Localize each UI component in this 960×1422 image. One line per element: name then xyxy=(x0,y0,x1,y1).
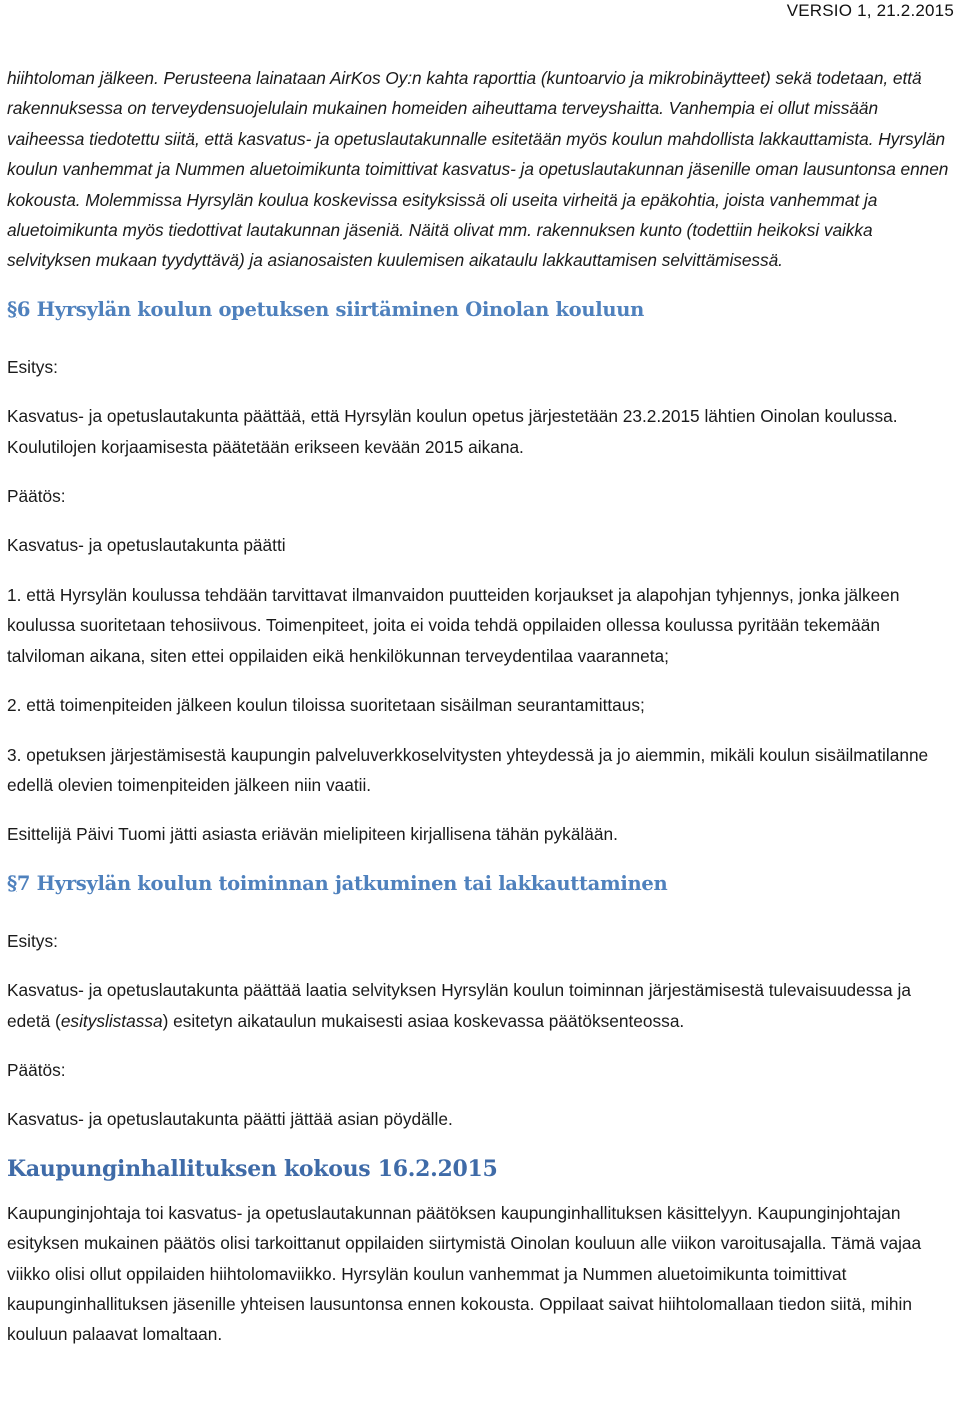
section-6-heading xyxy=(7,295,952,325)
section-6-paatos-label: Päätös: xyxy=(7,486,66,507)
document-body xyxy=(7,63,952,1350)
section-6-sign: § xyxy=(7,297,17,321)
section-6-item-1: 1. että Hyrsylän koulussa tehdään tarvittavat ilmanvaidon puutteiden korjaukset ja alapohjan tyhjennys, jonka jälkeen koulussa suoritetaan tehosiivous. Toimenpiteet, joita ei voida tehdä oppilaiden ollessa koulussa pyritään tekemään talviloman aikana, siten ettei oppilaiden eikä henkilökunnan terveydentilaa vaaranneta; xyxy=(7,584,900,666)
kh-meeting-paragraph: Kaupunginjohtaja toi kasvatus- ja opetuslautakunnan päätöksen kaupunginhallituksen käsittelyyn. Kaupunginjohtajan esityksen mukainen päätös olisi tarkoittanut oppilaiden siirtymistä Oinolan kouluun alle viikon varoitusajalla. Tämä vajaa viikko olisi ollut oppilaiden hiihtolomaviikko. Hyrsylän koulun vanhemmat ja Nummen aluetoimikunta toimittivat kaupunginhallituksen jäsenille yhteisen lausuntonsa ennen kokousta. Oppilaat saivat hiihtolomallaan tiedon siitä, mihin kouluun palaavat lomaltaan. xyxy=(7,1202,922,1345)
section-6-title: 6 Hyrsylän koulun opetuksen siirtäminen Oinolan kouluun xyxy=(16,297,644,321)
section-7-sign: § xyxy=(7,871,17,895)
section-7-esitys-label: Esitys: xyxy=(7,930,58,951)
document-version-header: VERSIO 1, 21.2.2015 xyxy=(786,1,954,20)
section-6-paatos-text: Kasvatus- ja opetuslautakunta päätti xyxy=(7,535,286,556)
section-6-dissent: Esittelijä Päivi Tuomi jätti asiasta eriävän mielipiteen kirjallisena tähän pykälään. xyxy=(7,824,618,845)
section-7-heading xyxy=(7,869,952,899)
section-6-item-3: 3. opetuksen järjestämisestä kaupungin palveluverkkoselvitysten yhteydessä ja jo aiemmin, mikäli koulun sisäilmatilanne edellä olevien toimenpiteiden jälkeen niin vaatii. xyxy=(7,744,929,795)
section-6-esitys-label: Esitys: xyxy=(7,356,58,377)
section-6-item-2: 2. että toimenpiteiden jälkeen koulun tiloissa suoritetaan sisäilman seurantamittaus; xyxy=(7,695,645,716)
kh-meeting-heading: Kaupunginhallituksen kokous 16.2.2015 xyxy=(7,1155,498,1182)
section-7-esitys-before: Kasvatus- ja opetuslautakunta päättää laatia selvityksen Hyrsylän koulun toiminnan järjestämisestä tulevaisuudessa ja edetä ( xyxy=(7,980,911,1031)
section-7-paatos-label: Päätös: xyxy=(7,1059,66,1080)
intro-paragraph: hiihtoloman jälkeen. Perusteena lainataan AirKos Oy:n kahta raporttia (kuntoarvio ja mikrobinäytteet) sekä todetaan, että rakennuksessa on terveydensuojelulain mukainen homeiden aiheuttama terveyshaitta. Vanhempia ei ollut missään vaiheessa tiedotettu siitä, että kasvatus- ja opetuslautakunnalle esitetään myös koulun mahdollista lakkauttamista. Hyrsylän koulun vanhemmat ja Nummen aluetoimikunta toimittivat kasvatus- ja opetuslautakunnan jäsenille oman lausuntonsa ennen kokousta. Molemmissa Hyrsylän koulua koskevissa esityksissä oli useita virheitä ja epäkohtia, joista vanhemmat ja aluetoimikunta myös tiedottivat lautakunnan jäseniä. Näitä olivat mm. rakennuksen kunto (todettiin heikoksi vaikka selvityksen mukaan tyydyttävä) ja asianosaisten kuulemisen aikataulu lakkauttamisen selvittämisessä. xyxy=(7,68,949,271)
section-7-esitys-text xyxy=(7,975,952,1036)
section-7-paatos-text: Kasvatus- ja opetuslautakunta päätti jättää asian pöydälle. xyxy=(7,1109,453,1130)
section-7-title: 7 Hyrsylän koulun toiminnan jatkuminen tai lakkauttaminen xyxy=(16,871,668,895)
section-7-esitys-italic: esityslistassa xyxy=(60,1010,163,1031)
section-6-esitys-text: Kasvatus- ja opetuslautakunta päättää, että Hyrsylän koulun opetus järjestetään 23.2.2015 lähtien Oinolan koulussa. Koulutilojen korjaamisesta päätetään erikseen kevään 2015 aikana. xyxy=(7,406,898,457)
section-7-esitys-after: ) esitetyn aikataulun mukaisesti asiaa koskevassa päätöksenteossa. xyxy=(162,1010,685,1031)
